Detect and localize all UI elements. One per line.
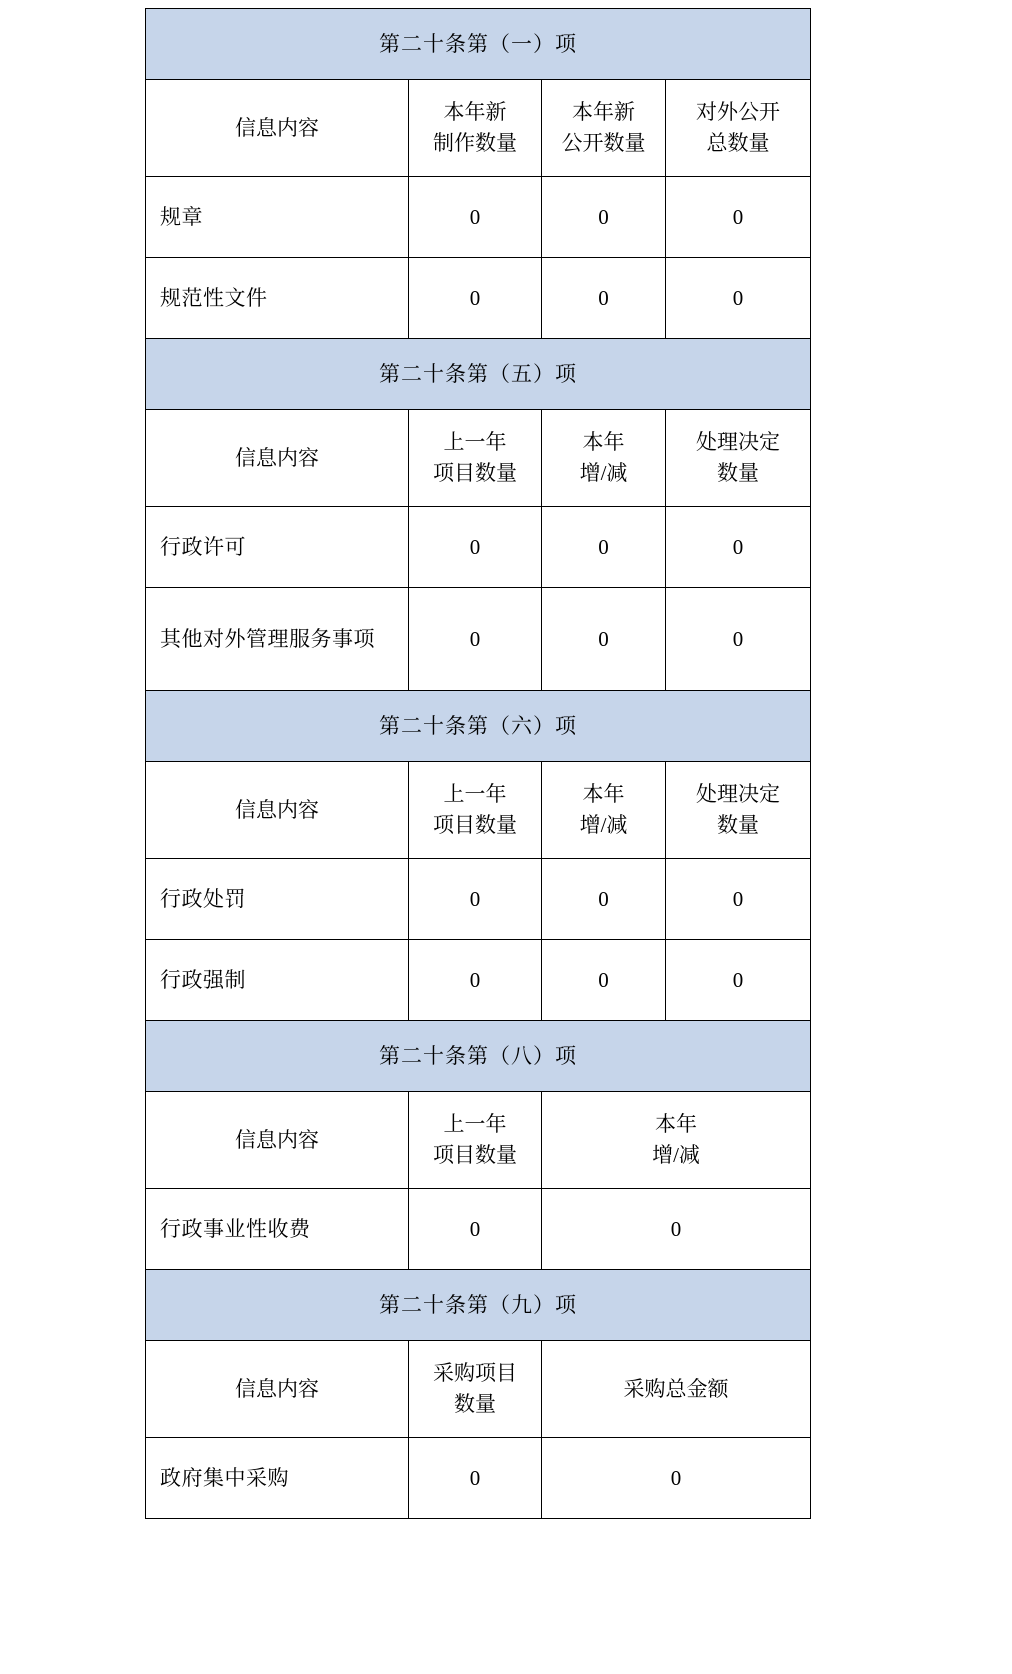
row-label: 规范性文件 (146, 258, 409, 339)
row-value: 0 (542, 1438, 811, 1519)
row-value: 0 (542, 258, 666, 339)
section-heading-5: 第二十条第（九）项 (146, 1270, 811, 1341)
column-header-prev-year-items-2: 上一年 项目数量 (409, 410, 542, 507)
column-header-purchase-items-5: 采购项目 数量 (409, 1341, 542, 1438)
table-row (146, 1189, 811, 1270)
column-header-info-content-5: 信息内容 (146, 1341, 409, 1438)
section-heading-3: 第二十条第（六）项 (146, 691, 811, 762)
column-header-decisions-3: 处理决定 数量 (666, 762, 811, 859)
row-label: 行政强制 (146, 940, 409, 1021)
column-header-info-content-4: 信息内容 (146, 1092, 409, 1189)
section-heading-4: 第二十条第（八）项 (146, 1021, 811, 1092)
row-value: 0 (666, 859, 811, 940)
row-label: 政府集中采购 (146, 1438, 409, 1519)
column-header-prev-year-items-3: 上一年 项目数量 (409, 762, 542, 859)
row-value: 0 (666, 258, 811, 339)
row-label: 其他对外管理服务事项 (146, 588, 409, 691)
section-heading-row (146, 339, 811, 410)
table-row (146, 588, 811, 691)
table-row (146, 940, 811, 1021)
table-row (146, 177, 811, 258)
table-row (146, 507, 811, 588)
table-row (146, 1438, 811, 1519)
row-label: 行政事业性收费 (146, 1189, 409, 1270)
row-value: 0 (666, 177, 811, 258)
column-header-year-change-3: 本年 增/减 (542, 762, 666, 859)
column-header-new-published-1: 本年新 公开数量 (542, 80, 666, 177)
government-info-disclosure-table (145, 8, 811, 1519)
row-value: 0 (666, 507, 811, 588)
row-value: 0 (542, 1189, 811, 1270)
row-value: 0 (542, 507, 666, 588)
section-heading-row (146, 691, 811, 762)
section-heading-2: 第二十条第（五）项 (146, 339, 811, 410)
column-header-row-5 (146, 1341, 811, 1438)
column-header-info-content-1: 信息内容 (146, 80, 409, 177)
column-header-new-created-1: 本年新 制作数量 (409, 80, 542, 177)
row-value: 0 (409, 1438, 542, 1519)
row-value: 0 (542, 859, 666, 940)
row-label: 行政处罚 (146, 859, 409, 940)
section-heading-1: 第二十条第（一）项 (146, 9, 811, 80)
row-value: 0 (409, 940, 542, 1021)
row-value: 0 (409, 177, 542, 258)
row-value: 0 (409, 588, 542, 691)
column-header-row-4 (146, 1092, 811, 1189)
column-header-row-1 (146, 80, 811, 177)
table-row (146, 859, 811, 940)
row-value: 0 (666, 940, 811, 1021)
row-value: 0 (409, 1189, 542, 1270)
row-value: 0 (542, 940, 666, 1021)
row-value: 0 (666, 588, 811, 691)
row-value: 0 (542, 588, 666, 691)
column-header-prev-year-items-4: 上一年 项目数量 (409, 1092, 542, 1189)
section-heading-row (146, 1270, 811, 1341)
column-header-info-content-3: 信息内容 (146, 762, 409, 859)
row-value: 0 (542, 177, 666, 258)
section-heading-row (146, 9, 811, 80)
table-row (146, 258, 811, 339)
column-header-row-3 (146, 762, 811, 859)
row-label: 行政许可 (146, 507, 409, 588)
row-label: 规章 (146, 177, 409, 258)
column-header-decisions-2: 处理决定 数量 (666, 410, 811, 507)
section-heading-row (146, 1021, 811, 1092)
column-header-row-2 (146, 410, 811, 507)
row-value: 0 (409, 258, 542, 339)
row-value: 0 (409, 859, 542, 940)
column-header-purchase-total-5: 采购总金额 (542, 1341, 811, 1438)
column-header-total-public-1: 对外公开 总数量 (666, 80, 811, 177)
column-header-info-content-2: 信息内容 (146, 410, 409, 507)
row-value: 0 (409, 507, 542, 588)
column-header-year-change-4: 本年 增/减 (542, 1092, 811, 1189)
column-header-year-change-2: 本年 增/减 (542, 410, 666, 507)
